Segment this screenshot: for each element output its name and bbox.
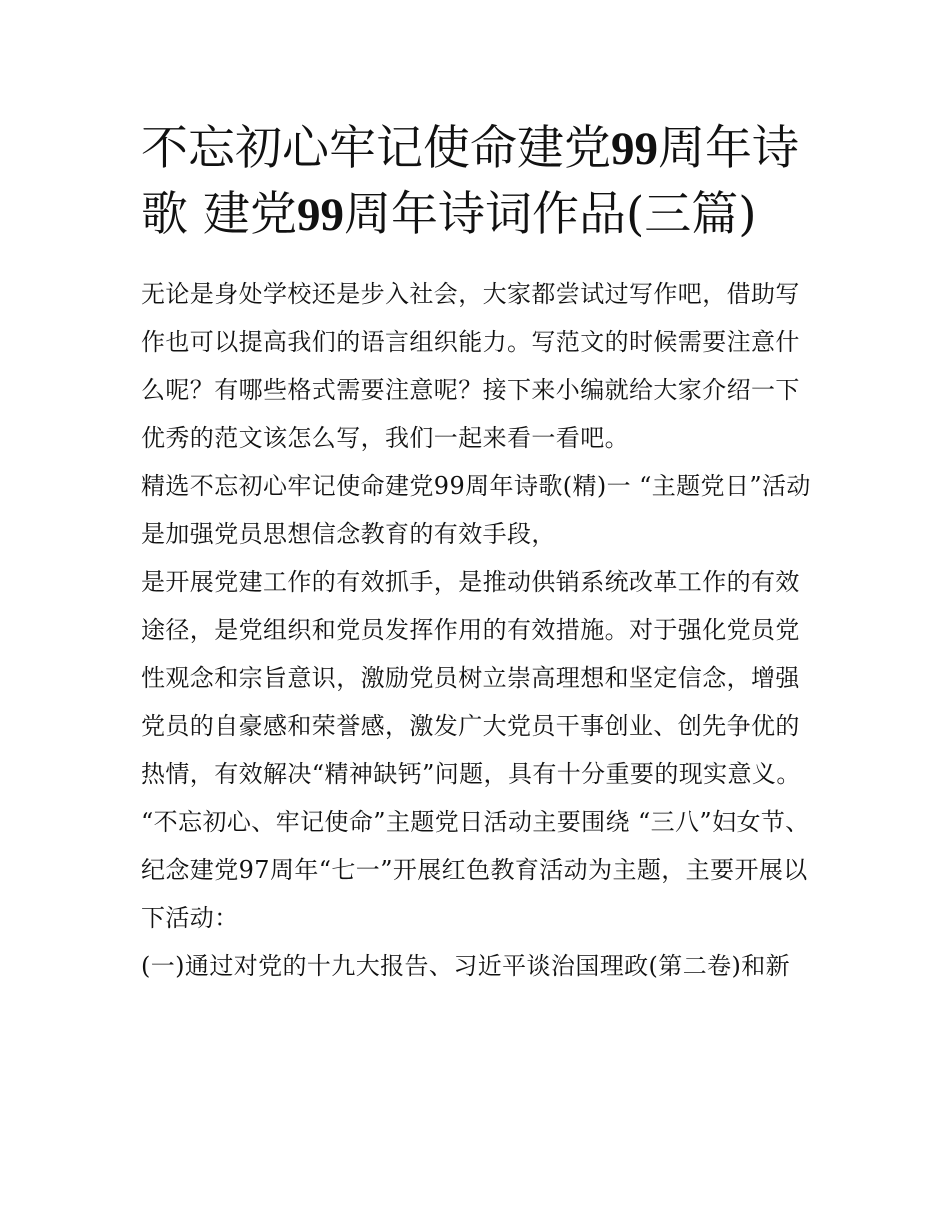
document-body [141,270,813,990]
title-text-part-3: 周年诗词作品(三篇) [343,187,757,242]
paragraph-selection-heading: 精选不忘初心牢记使命建党99周年诗歌(精)一 “主题党日”活动是加强党员思想信念教育的有效手段， [141,472,811,548]
document-page [141,116,813,990]
title-number-1: 99 [611,123,658,175]
paragraph-activity-one: (一)通过对党的十九大报告、习近平谈治国理政(第二卷)和新 [141,952,791,980]
paragraph-intro: 无论是身处学校还是步入社会，大家都尝试过写作吧，借助写作也可以提高我们的语言组织能力。写范文的时候需要注意什么呢？有哪些格式需要注意呢？接下来小编就给大家介绍一下优秀的范文该怎么写，我们一起来看一看吧。 [141,280,800,452]
title-number-2: 99 [296,189,344,241]
title-text-part-2: 周年诗歌 建党 [141,121,799,242]
title-text-part-1: 不忘初心牢记使命建党 [141,121,611,176]
document-title [141,116,813,248]
paragraph-significance: 是开展党建工作的有效抓手，是推动供销系统改革工作的有效途径，是党组织和党员发挥作用的有效措施。对于强化党员党性观念和宗旨意识，激励党员树立崇高理想和坚定信念，增强党员的自豪感和荣誉感，激发广大党员干事创业、创先争优的热情，有效解决“精神缺钙”问题，具有十分重要的现实意义。 [141,568,801,788]
paragraph-activity-theme: “不忘初心、牢记使命”主题党日活动主要围绕 “三八”妇女节、纪念建党97周年“七一”开展红色教育活动为主题，主要开展以下活动： [141,808,810,932]
